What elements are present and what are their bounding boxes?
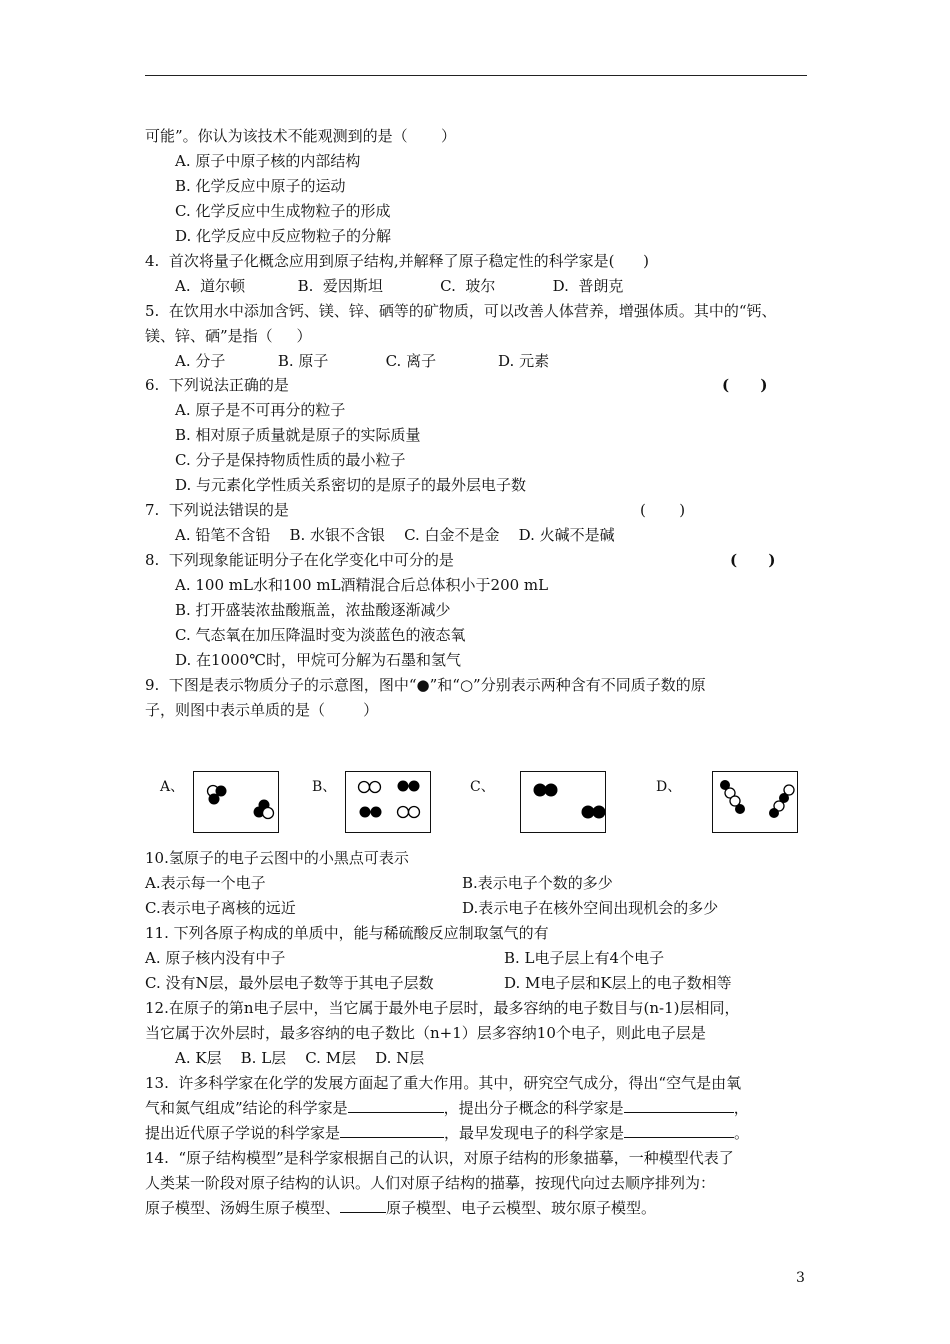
q5-stem-1: 5. 在饮用水中添加含钙、镁、锌、硒等的矿物质，可以改善人体营养，增强体质。其中的“钙、 [145,302,777,320]
q13-text-d: 提出近代原子学说的科学家是 [145,1124,341,1142]
q13-stem-1: 13. 许多科学家在化学的发展方面起了重大作用。其中，研究空气成分，得出“空气是由氧 [145,1074,742,1092]
blank-atomic-theory-scientist[interactable] [340,1123,444,1138]
diagram-label-d: D、 [656,779,682,795]
q13-text-f: 。 [734,1124,750,1142]
q12-options: A. K层 B. L层 C. M层 D. N层 [175,1049,425,1067]
q3-option-b: B. 化学反应中原子的运动 [175,177,346,195]
header-rule [145,75,807,76]
page-number: 3 [796,1270,805,1286]
q7-options: A. 铅笔不含铅 B. 水银不含银 C. 白金不是金 D. 火碱不是碱 [175,526,615,544]
diagram-label-b: B、 [312,779,337,795]
q13-stem-3 [145,1123,749,1143]
q13-text-b: ，提出分子概念的科学家是 [443,1099,624,1117]
q3-tail: 可能”。你认为该技术不能观测到的是（ ） [145,127,457,145]
q6-option-c: C. 分子是保持物质性质的最小粒子 [175,451,406,469]
q14-text-a: 原子模型、汤姆生原子模型、 [145,1199,341,1217]
q8-answer-paren: ( ) [730,551,776,569]
blank-molecule-scientist[interactable] [624,1098,734,1113]
q12-stem-2: 当它属于次外层时，最多容纳的电子数比（n+1）层多容纳10个电子，则此电子层是 [145,1024,706,1042]
q10-option-a: A.表示每一个电子 [145,874,266,892]
diagram-label-a: A、 [160,779,185,795]
q14-stem-3 [145,1198,656,1218]
q6-option-a: A. 原子是不可再分的粒子 [175,401,346,419]
blank-electron-scientist[interactable] [624,1123,734,1138]
diagram-b [345,771,431,833]
q4-options: A. 道尔顿 B. 爱因斯坦 C. 玻尔 D. 普朗克 [175,277,624,295]
q6-option-b: B. 相对原子质量就是原子的实际质量 [175,426,421,444]
q11-stem: 11. 下列各原子构成的单质中，能与稀硫酸反应制取氢气的有 [145,924,549,942]
q10-option-b: B.表示电子个数的多少 [462,874,613,892]
q6-answer-paren: ( ) [722,376,768,394]
q11-option-a: A. 原子核内没有中子 [145,949,286,967]
q8-option-a: A. 100 mL水和100 mL酒精混合后总体积小于200 mL [175,576,549,594]
q3-option-d: D. 化学反应中反应物粒子的分解 [175,227,392,245]
q8-stem: 8. 下列现象能证明分子在化学变化中可分的是 [145,551,454,569]
q8-option-c: C. 气态氧在加压降温时变为淡蓝色的液态氧 [175,626,466,644]
q14-stem-2: 人类某一阶段对原子结构的认识。人们对原子结构的描摹，按现代向过去顺序排列为： [145,1174,716,1192]
q4-stem: 4. 首次将量子化概念应用到原子结构,并解释了原子稳定性的科学家是( ) [145,252,649,270]
q11-option-c: C. 没有N层，最外层电子数等于其电子层数 [145,974,434,992]
q6-option-d: D. 与元素化学性质关系密切的是原子的最外层电子数 [175,476,527,494]
q10-option-d: D.表示电子在核外空间出现机会的多少 [462,899,719,917]
q14-text-b: 原子模型、电子云模型、玻尔原子模型。 [386,1199,657,1217]
q9-stem-2: 子，则图中表示单质的是（ ） [145,701,379,719]
q13-stem-2 [145,1098,749,1118]
diagram-label-c: C、 [470,779,495,795]
q5-options: A. 分子 B. 原子 C. 离子 D. 元素 [175,352,550,370]
q7-answer-paren: ( ) [640,501,686,519]
q5-stem-2: 镁、锌、硒”是指（ ） [145,327,312,345]
q13-text-e: ，最早发现电子的科学家是 [444,1124,625,1142]
diagram-c [520,771,606,833]
diagram-d [712,771,798,833]
blank-air-scientist[interactable] [348,1098,444,1113]
q7-stem: 7. 下列说法错误的是 [145,501,289,519]
blank-model[interactable] [340,1198,386,1213]
q8-option-b: B. 打开盛装浓盐酸瓶盖，浓盐酸逐渐减少 [175,601,451,619]
q11-option-d: D. M电子层和K层上的电子数相等 [504,974,732,992]
q8-option-d: D. 在1000℃时，甲烷可分解为石墨和氢气 [175,651,461,669]
q10-option-c: C.表示电子离核的远近 [145,899,296,917]
q10-stem: 10.氢原子的电子云图中的小黑点可表示 [145,849,409,867]
q9-stem-1: 9. 下图是表示物质分子的示意图，图中“●”和“○”分别表示两种含有不同质子数的原 [145,676,706,694]
q12-stem-1: 12.在原子的第n电子层中，当它属于最外电子层时，最多容纳的电子数目与(n-1)层相同， [145,999,740,1017]
q13-text-a: 气和氮气组成”结论的科学家是 [145,1099,348,1117]
q11-option-b: B. L电子层上有4个电子 [504,949,665,967]
q3-option-c: C. 化学反应中生成物粒子的形成 [175,202,391,220]
q13-text-c: ， [733,1099,749,1117]
q6-stem: 6. 下列说法正确的是 [145,376,289,394]
q3-option-a: A. 原子中原子核的内部结构 [175,152,361,170]
diagram-a [193,771,279,833]
q14-stem-1: 14. “原子结构模型”是科学家根据自己的认识，对原子结构的形象描摹，一种模型代表了 [145,1149,734,1167]
